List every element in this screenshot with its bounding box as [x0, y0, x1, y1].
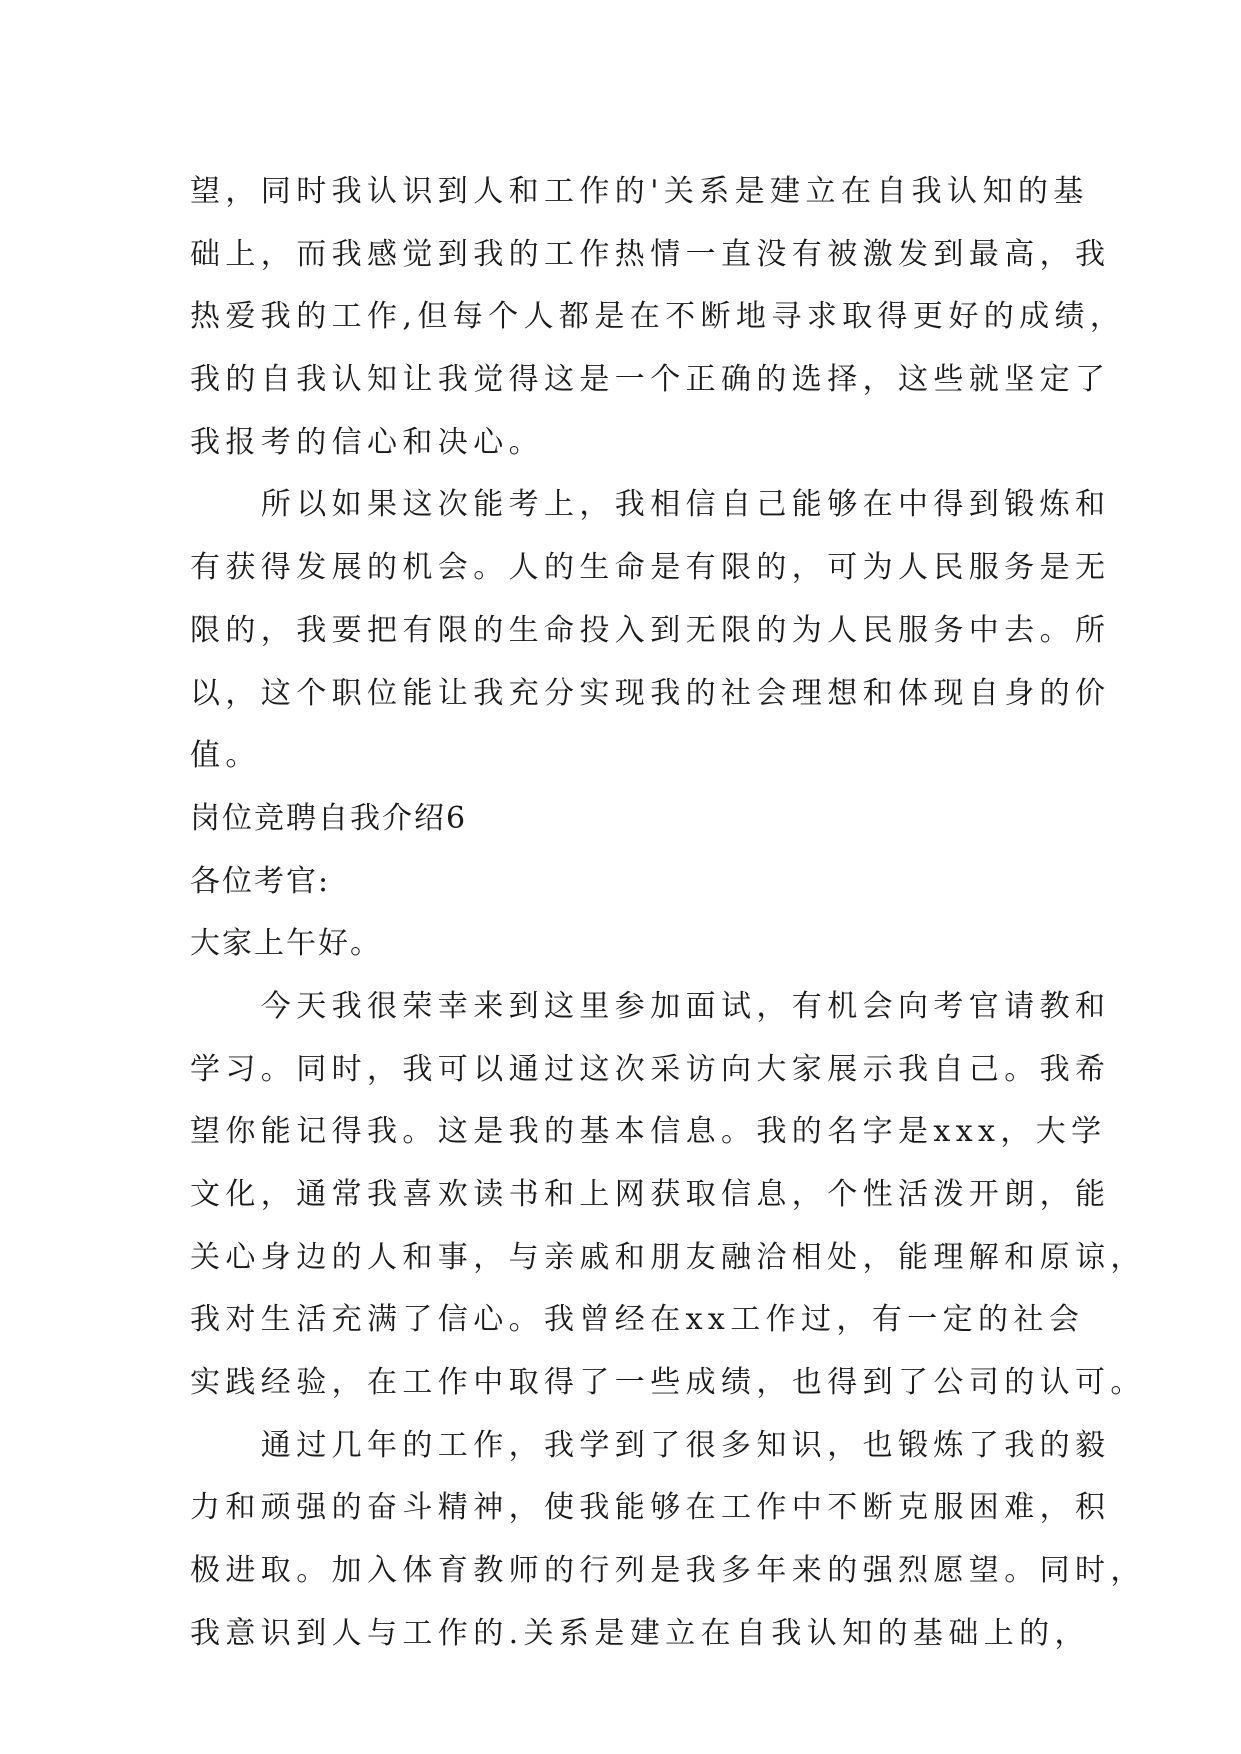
text-line: 所以如果这次能考上，我相信自己能够在中得到锻炼和 — [190, 487, 1111, 523]
document-body — [190, 161, 1146, 1666]
text-line: 力和顽强的奋斗精神，使我能够在工作中不断克服困难，积 — [190, 1490, 1111, 1526]
text-line: 望，同时我认识到人和工作的'关系是建立在自我认知的基 — [190, 174, 1089, 209]
text-line: 有获得发展的机会。人的生命是有限的，可为人民服务是无 — [190, 550, 1111, 586]
text-line: 望你能记得我。这是我的基本信息。我的名字是xxx，大学 — [190, 1114, 1107, 1150]
text-line: 我意识到人与工作的.关系是建立在自我认知的基础上的， — [190, 1615, 1090, 1651]
text-line: 今天我很荣幸来到这里参加面试，有机会向考官请教和 — [190, 988, 1111, 1024]
salutation: 各位考官: — [190, 863, 331, 899]
text-line: 以，这个职位能让我充分实现我的社会理想和体现自身的价 — [190, 675, 1111, 711]
text-line: 关心身边的人和事，与亲戚和朋友融洽相处，能理解和原谅， — [190, 1239, 1146, 1275]
text-line: 我对生活充满了信心。我曾经在xx工作过，有一定的社会 — [190, 1302, 1085, 1338]
text-line: 学习。同时，我可以通过这次采访向大家展示我自己。我希 — [190, 1051, 1111, 1087]
text-line: 极进取。加入体育教师的行列是我多年来的强烈愿望。同时， — [190, 1553, 1146, 1589]
greeting: 大家上午好。 — [190, 926, 382, 962]
section-heading: 岗位竞聘自我介绍6 — [190, 800, 468, 836]
text-line: 值。 — [190, 738, 261, 774]
text-line: 实践经验，在工作中取得了一些成绩，也得到了公司的认可。 — [190, 1365, 1146, 1401]
text-line: 我报考的信心和决心。 — [190, 424, 544, 460]
text-line: 文化，通常我喜欢读书和上网获取信息，个性活泼开朗，能 — [190, 1177, 1111, 1212]
text-line: 限的，我要把有限的生命投入到无限的为人民服务中去。所 — [190, 612, 1111, 648]
text-line: 热爱我的工作,但每个人都是在不断地寻求取得更好的成绩， — [190, 299, 1126, 335]
text-line: 通过几年的工作，我学到了很多知识，也锻炼了我的毅 — [190, 1427, 1111, 1463]
text-line: 我的自我认知让我觉得这是一个正确的选择，这些就坚定了 — [190, 362, 1111, 398]
text-line: 础上，而我感觉到我的工作热情一直没有被激发到最高，我 — [190, 236, 1111, 272]
